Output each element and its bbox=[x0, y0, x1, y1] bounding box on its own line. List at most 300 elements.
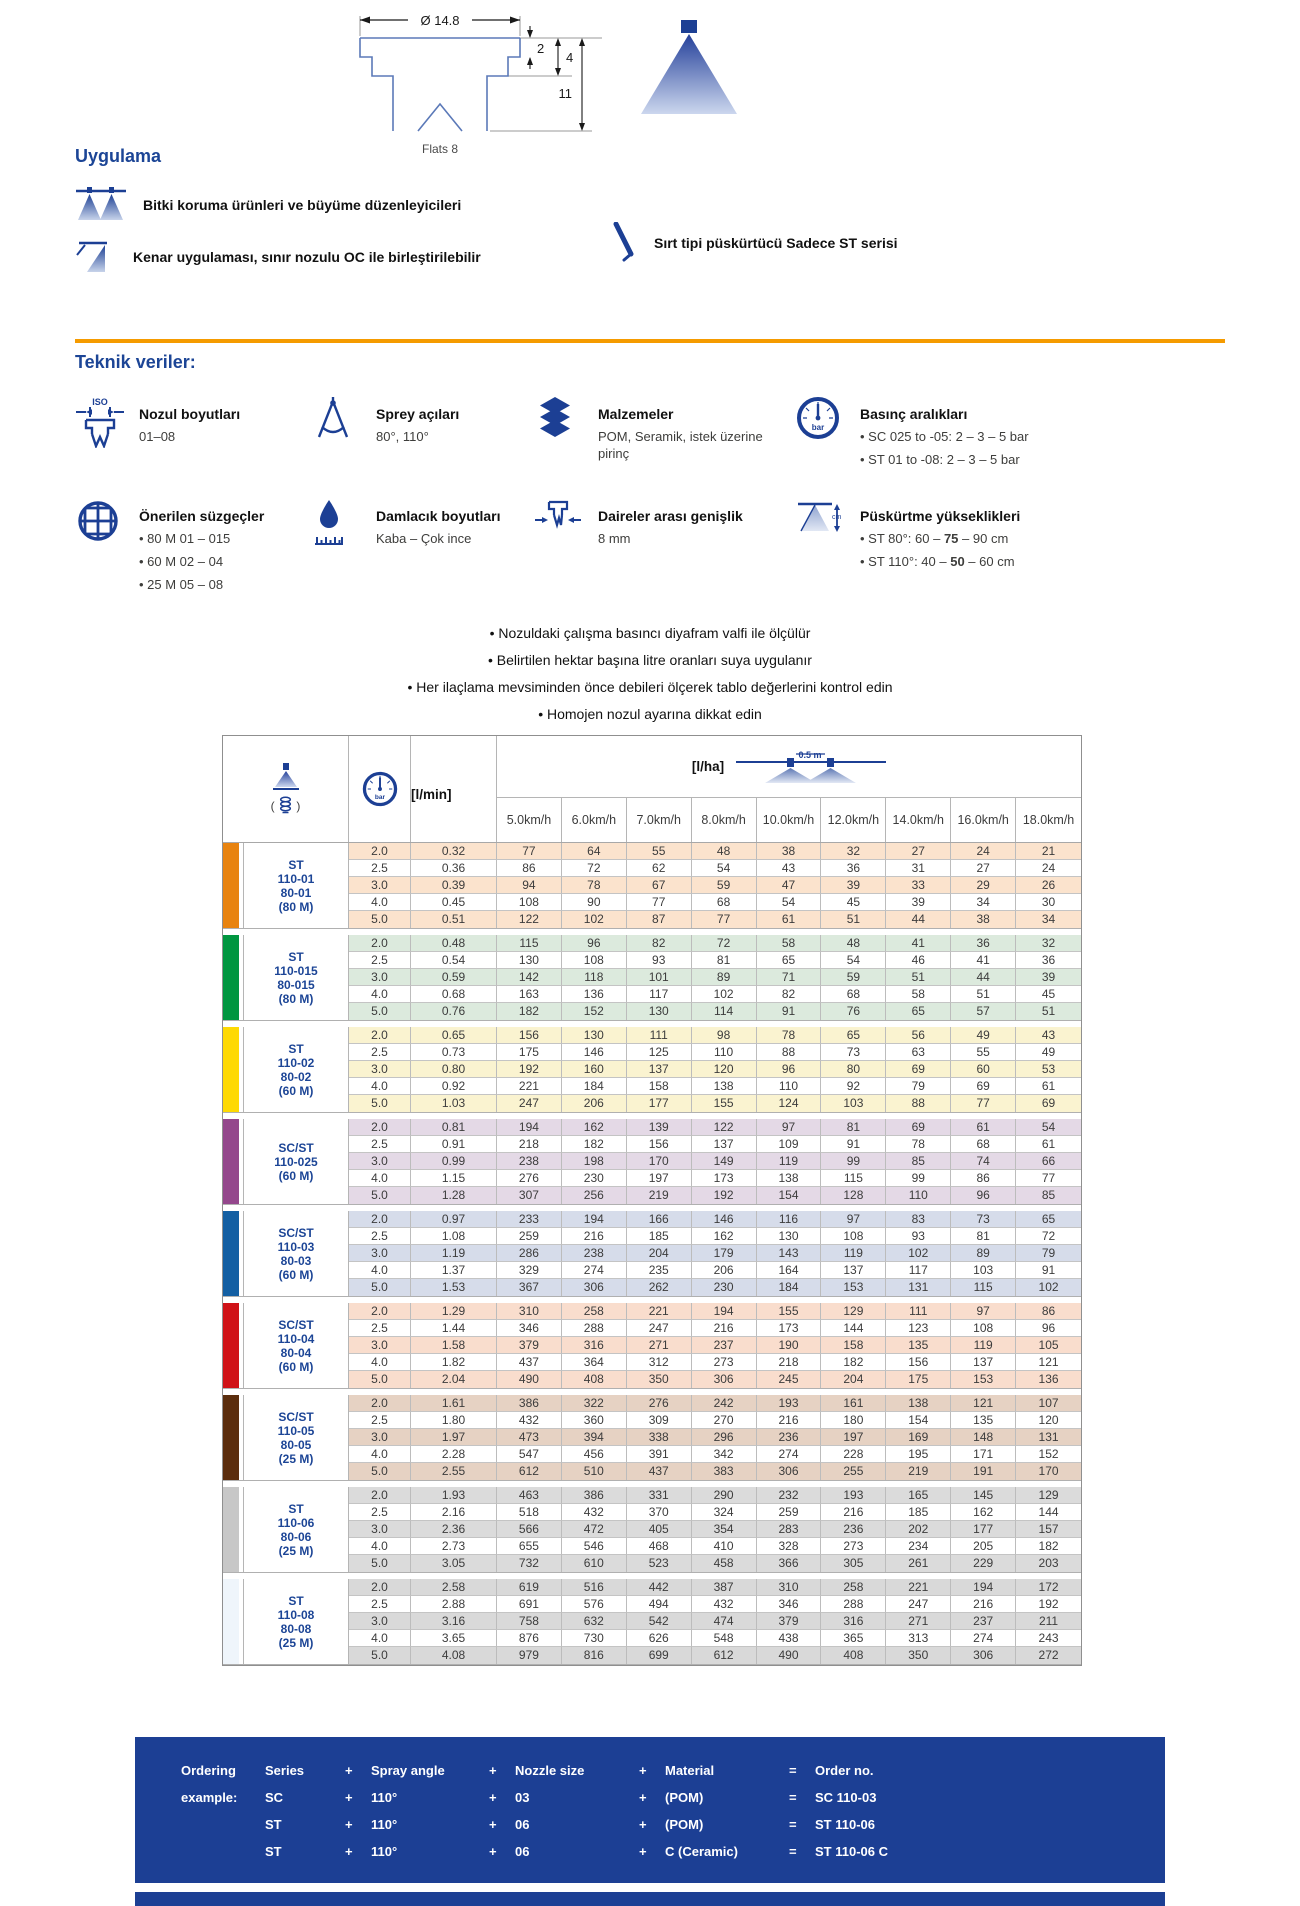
tech-cell-title: Malzemeler bbox=[598, 406, 674, 422]
lha-value-cell: 117 bbox=[627, 986, 692, 1003]
lha-value-cell: 68 bbox=[821, 986, 886, 1003]
lha-value-cell: 110 bbox=[757, 1078, 822, 1095]
nozzle-size-cell: 06 bbox=[515, 1844, 530, 1859]
tech-cell-title: Nozul boyutları bbox=[139, 406, 241, 422]
lha-value-cell: 154 bbox=[757, 1187, 822, 1204]
plus-sign: + bbox=[639, 1763, 647, 1778]
flow-lmin-cell: 0.76 bbox=[411, 1003, 497, 1020]
lha-value-cell: 130 bbox=[757, 1228, 822, 1245]
pressure-bar-cell: 4.0 bbox=[349, 1078, 411, 1095]
lha-value-cell: 54 bbox=[757, 894, 822, 911]
pressure-bar-cell: 5.0 bbox=[349, 1463, 411, 1480]
lha-value-cell: 24 bbox=[1016, 860, 1081, 877]
lha-value-cell: 548 bbox=[692, 1630, 757, 1647]
lha-value-cell: 44 bbox=[886, 911, 951, 928]
lha-value-cell: 346 bbox=[497, 1320, 562, 1337]
lha-value-cell: 306 bbox=[692, 1371, 757, 1388]
pressure-bar-cell: 3.0 bbox=[349, 1245, 411, 1262]
lha-value-cell: 130 bbox=[497, 952, 562, 969]
lha-value-cell: 236 bbox=[821, 1521, 886, 1538]
lha-value-cell: 38 bbox=[951, 911, 1016, 928]
lha-value-cell: 49 bbox=[1016, 1044, 1081, 1061]
lha-value-cell: 383 bbox=[692, 1463, 757, 1480]
pressure-bar-cell: 2.0 bbox=[349, 1211, 411, 1228]
lha-value-cell: 71 bbox=[757, 969, 822, 986]
pressure-bar-cell: 4.0 bbox=[349, 1446, 411, 1463]
application-item-label: Bitki koruma ürünleri ve büyüme düzenleyicileri bbox=[143, 197, 462, 213]
group-name: ST 110-08 80-08 (25 M) bbox=[243, 1579, 349, 1664]
lha-value-cell: 118 bbox=[562, 969, 627, 986]
series-cell: ST bbox=[265, 1844, 282, 1859]
flow-lmin-cell: 0.59 bbox=[411, 969, 497, 986]
lha-value-cell: 81 bbox=[692, 952, 757, 969]
lha-value-cell: 76 bbox=[821, 1003, 886, 1020]
tech-value-line: 01–08 bbox=[139, 429, 176, 444]
lha-value-cell: 238 bbox=[562, 1245, 627, 1262]
lha-value-cell: 211 bbox=[1016, 1613, 1081, 1630]
lha-value-cell: 142 bbox=[497, 969, 562, 986]
lha-value-cell: 102 bbox=[1016, 1279, 1081, 1296]
lha-value-cell: 137 bbox=[627, 1061, 692, 1078]
lha-value-cell: 54 bbox=[692, 860, 757, 877]
nozzle-size-cell: 06 bbox=[515, 1817, 530, 1832]
flow-lmin-cell: 0.65 bbox=[411, 1027, 497, 1044]
flow-lmin-cell: 0.51 bbox=[411, 911, 497, 928]
lha-value-cell: 93 bbox=[886, 1228, 951, 1245]
pressure-bar-cell: 4.0 bbox=[349, 1354, 411, 1371]
pressure-bar-cell: 3.0 bbox=[349, 1153, 411, 1170]
flow-lmin-cell: 1.97 bbox=[411, 1429, 497, 1446]
pressure-bar-cell: 2.5 bbox=[349, 1504, 411, 1521]
group-color-swatch bbox=[223, 1303, 239, 1388]
usage-note-line: • Her ilaçlama mevsiminden önce debileri ölçerek tablo değerlerini kontrol edin bbox=[407, 679, 893, 695]
lha-value-cell: 128 bbox=[821, 1187, 886, 1204]
lha-value-cell: 59 bbox=[692, 877, 757, 894]
speed-header: 5.0 km/h bbox=[497, 798, 562, 842]
pressure-bar-cell: 5.0 bbox=[349, 1279, 411, 1296]
lha-value-cell: 61 bbox=[951, 1119, 1016, 1136]
lha-value-cell: 233 bbox=[497, 1211, 562, 1228]
lha-value-cell: 72 bbox=[1016, 1228, 1081, 1245]
flow-lmin-cell: 0.73 bbox=[411, 1044, 497, 1061]
application-item bbox=[75, 186, 615, 224]
flow-lmin-cell: 2.16 bbox=[411, 1504, 497, 1521]
group-color-swatch bbox=[223, 935, 239, 1020]
lha-value-cell: 184 bbox=[757, 1279, 822, 1296]
lha-value-cell: 237 bbox=[951, 1613, 1016, 1630]
flow-lmin-cell: 1.08 bbox=[411, 1228, 497, 1245]
lha-value-cell: 271 bbox=[886, 1613, 951, 1630]
tech-cell-title: Damlacık boyutları bbox=[376, 508, 501, 524]
lha-value-cell: 758 bbox=[497, 1613, 562, 1630]
lha-value-cell: 379 bbox=[757, 1613, 822, 1630]
flow-lmin-cell: 2.28 bbox=[411, 1446, 497, 1463]
lha-value-cell: 576 bbox=[562, 1596, 627, 1613]
pressure-bar-cell: 5.0 bbox=[349, 1003, 411, 1020]
lha-value-cell: 309 bbox=[627, 1412, 692, 1429]
lha-value-cell: 316 bbox=[821, 1613, 886, 1630]
lha-value-cell: 153 bbox=[821, 1279, 886, 1296]
flow-lmin-cell: 0.99 bbox=[411, 1153, 497, 1170]
group-color-swatch bbox=[223, 1211, 239, 1296]
lha-value-cell: 68 bbox=[692, 894, 757, 911]
flow-lmin-cell: 4.08 bbox=[411, 1647, 497, 1664]
lha-value-cell: 437 bbox=[627, 1463, 692, 1480]
lha-value-cell: 43 bbox=[757, 860, 822, 877]
lha-value-cell: 91 bbox=[1016, 1262, 1081, 1279]
equals-sign: = bbox=[789, 1790, 797, 1805]
nozzle-group bbox=[223, 1119, 1081, 1205]
flow-lmin-cell: 0.91 bbox=[411, 1136, 497, 1153]
lha-value-cell: 366 bbox=[757, 1555, 822, 1572]
flow-lmin-cell: 0.80 bbox=[411, 1061, 497, 1078]
lha-value-cell: 473 bbox=[497, 1429, 562, 1446]
edge-spray-icon bbox=[75, 238, 117, 276]
usage-note-line: • Nozuldaki çalışma basıncı diyafram valfi ile ölçülür bbox=[489, 625, 811, 641]
lha-value-cell: 63 bbox=[886, 1044, 951, 1061]
lha-value-cell: 494 bbox=[627, 1596, 692, 1613]
lha-value-cell: 108 bbox=[497, 894, 562, 911]
lha-value-cell: 61 bbox=[757, 911, 822, 928]
technical-heading: Teknik veriler: bbox=[75, 352, 196, 372]
lha-value-cell: 626 bbox=[627, 1630, 692, 1647]
tech-value-line: 8 mm bbox=[598, 531, 631, 546]
lha-value-cell: 77 bbox=[692, 911, 757, 928]
lha-value-cell: 36 bbox=[951, 935, 1016, 952]
lha-value-cell: 34 bbox=[1016, 911, 1081, 928]
lha-value-cell: 54 bbox=[821, 952, 886, 969]
lha-value-cell: 48 bbox=[692, 843, 757, 860]
application-item-label: Sırt tipi püskürtücü Sadece ST serisi bbox=[654, 235, 898, 251]
svg-text:bar: bar bbox=[374, 793, 385, 801]
lha-value-cell: 172 bbox=[1016, 1579, 1081, 1596]
lha-value-cell: 39 bbox=[1016, 969, 1081, 986]
lha-value-cell: 612 bbox=[497, 1463, 562, 1480]
flow-lmin-cell: 3.05 bbox=[411, 1555, 497, 1572]
lha-value-cell: 80 bbox=[821, 1061, 886, 1078]
nozzle-column-header bbox=[223, 736, 349, 842]
lha-value-cell: 72 bbox=[562, 860, 627, 877]
pressure-bar-cell: 2.0 bbox=[349, 1487, 411, 1504]
tech-cell bbox=[534, 396, 796, 468]
lha-value-cell: 458 bbox=[692, 1555, 757, 1572]
tech-value-line: • ST 80°: 60 – 75 – 90 cm bbox=[860, 531, 1009, 546]
lha-value-cell: 123 bbox=[886, 1320, 951, 1337]
lha-value-cell: 182 bbox=[562, 1136, 627, 1153]
lha-value-cell: 261 bbox=[886, 1555, 951, 1572]
lha-value-cell: 221 bbox=[627, 1303, 692, 1320]
lha-value-cell: 39 bbox=[821, 877, 886, 894]
series-cell: ST bbox=[265, 1817, 282, 1832]
lha-value-cell: 173 bbox=[757, 1320, 822, 1337]
lha-value-cell: 274 bbox=[757, 1446, 822, 1463]
lha-value-cell: 105 bbox=[1016, 1337, 1081, 1354]
lha-value-cell: 408 bbox=[562, 1371, 627, 1388]
flow-lmin-cell: 2.58 bbox=[411, 1579, 497, 1596]
lha-value-cell: 73 bbox=[951, 1211, 1016, 1228]
plus-sign: + bbox=[639, 1790, 647, 1805]
pressure-bar-cell: 3.0 bbox=[349, 1429, 411, 1446]
lha-value-cell: 272 bbox=[1016, 1647, 1081, 1664]
lha-value-cell: 203 bbox=[1016, 1555, 1081, 1572]
lha-value-cell: 115 bbox=[497, 935, 562, 952]
lha-value-cell: 165 bbox=[886, 1487, 951, 1504]
lha-value-cell: 77 bbox=[1016, 1170, 1081, 1187]
lha-value-cell: 41 bbox=[951, 952, 1016, 969]
flow-lmin-cell: 2.55 bbox=[411, 1463, 497, 1480]
flow-lmin-cell: 0.81 bbox=[411, 1119, 497, 1136]
pressure-bar-cell: 2.0 bbox=[349, 1579, 411, 1596]
lha-value-cell: 85 bbox=[886, 1153, 951, 1170]
lha-value-cell: 979 bbox=[497, 1647, 562, 1664]
lha-value-cell: 156 bbox=[497, 1027, 562, 1044]
lha-value-cell: 185 bbox=[886, 1504, 951, 1521]
tech-cell-content bbox=[860, 396, 1029, 468]
lha-value-cell: 110 bbox=[692, 1044, 757, 1061]
lha-value-cell: 117 bbox=[886, 1262, 951, 1279]
lha-value-cell: 65 bbox=[886, 1003, 951, 1020]
lha-value-cell: 98 bbox=[692, 1027, 757, 1044]
lha-value-cell: 162 bbox=[951, 1504, 1016, 1521]
pressure-bar-cell: 5.0 bbox=[349, 1371, 411, 1388]
order-no-cell: Order no. bbox=[815, 1763, 874, 1778]
lha-value-cell: 82 bbox=[627, 935, 692, 952]
lha-value-cell: 135 bbox=[951, 1412, 1016, 1429]
flow-lmin-cell: 0.39 bbox=[411, 877, 497, 894]
spray-angle-cell: 110° bbox=[371, 1790, 398, 1805]
nozzle-group bbox=[223, 1579, 1081, 1665]
flow-lmin-cell: 1.19 bbox=[411, 1245, 497, 1262]
lha-value-cell: 437 bbox=[497, 1354, 562, 1371]
flow-lmin-cell: 0.54 bbox=[411, 952, 497, 969]
lha-value-cell: 161 bbox=[821, 1395, 886, 1412]
lha-value-cell: 60 bbox=[951, 1061, 1016, 1078]
pressure-bar-cell: 4.0 bbox=[349, 894, 411, 911]
material-cell: Material bbox=[665, 1763, 715, 1778]
lha-value-cell: 137 bbox=[692, 1136, 757, 1153]
lha-value-cell: 96 bbox=[757, 1061, 822, 1078]
tech-cell-content bbox=[139, 498, 264, 593]
lha-value-cell: 235 bbox=[627, 1262, 692, 1279]
pressure-bar-cell: 2.5 bbox=[349, 1412, 411, 1429]
lha-value-cell: 230 bbox=[562, 1170, 627, 1187]
lha-value-cell: 82 bbox=[757, 986, 822, 1003]
lha-value-cell: 158 bbox=[821, 1337, 886, 1354]
lha-value-cell: 87 bbox=[627, 911, 692, 928]
lha-value-cell: 156 bbox=[627, 1136, 692, 1153]
lha-value-cell: 219 bbox=[886, 1463, 951, 1480]
lha-value-cell: 149 bbox=[692, 1153, 757, 1170]
lha-value-cell: 64 bbox=[562, 843, 627, 860]
lha-value-cell: 111 bbox=[886, 1303, 951, 1320]
lha-value-cell: 542 bbox=[627, 1613, 692, 1630]
lha-value-cell: 490 bbox=[757, 1647, 822, 1664]
lha-value-cell: 32 bbox=[821, 843, 886, 860]
speed-header: 7.0 km/h bbox=[627, 798, 692, 842]
tech-cell-content bbox=[860, 498, 1020, 570]
lha-value-cell: 67 bbox=[627, 877, 692, 894]
lha-value-cell: 122 bbox=[497, 911, 562, 928]
lha-value-cell: 171 bbox=[951, 1446, 1016, 1463]
lha-value-cell: 135 bbox=[886, 1337, 951, 1354]
lha-value-cell: 350 bbox=[886, 1647, 951, 1664]
tech-cell-content bbox=[139, 396, 240, 445]
lha-value-cell: 198 bbox=[562, 1153, 627, 1170]
group-name: ST 110-06 80-06 (25 M) bbox=[243, 1487, 349, 1572]
lha-value-cell: 391 bbox=[627, 1446, 692, 1463]
lha-value-cell: 456 bbox=[562, 1446, 627, 1463]
lha-value-cell: 57 bbox=[951, 1003, 1016, 1020]
pressure-column-header bbox=[349, 736, 411, 842]
nozzle-dimension-drawing bbox=[330, 6, 630, 158]
lha-value-cell: 77 bbox=[951, 1095, 1016, 1112]
tech-cell-title: Püskürtme yükseklikleri bbox=[860, 508, 1021, 524]
lha-value-cell: 160 bbox=[562, 1061, 627, 1078]
flow-lmin-cell: 1.15 bbox=[411, 1170, 497, 1187]
lha-value-cell: 180 bbox=[821, 1412, 886, 1429]
tech-value-line: • ST 110°: 40 – 50 – 60 cm bbox=[860, 554, 1015, 569]
lha-value-cell: 144 bbox=[1016, 1504, 1081, 1521]
lha-value-cell: 96 bbox=[562, 935, 627, 952]
plus-sign: + bbox=[345, 1844, 353, 1859]
material-cell: (POM) bbox=[665, 1790, 704, 1805]
nozzle-group bbox=[223, 1303, 1081, 1389]
nozzle-group bbox=[223, 843, 1081, 929]
lha-value-cell: 655 bbox=[497, 1538, 562, 1555]
lha-value-cell: 170 bbox=[627, 1153, 692, 1170]
lha-value-cell: 405 bbox=[627, 1521, 692, 1538]
band-width-icon bbox=[534, 498, 586, 534]
lha-value-cell: 204 bbox=[627, 1245, 692, 1262]
tech-cell bbox=[796, 498, 1235, 593]
lha-value-cell: 732 bbox=[497, 1555, 562, 1572]
materials-icon bbox=[534, 396, 586, 438]
flow-lmin-cell: 2.04 bbox=[411, 1371, 497, 1388]
lha-value-cell: 193 bbox=[821, 1487, 886, 1504]
lha-value-cell: 288 bbox=[821, 1596, 886, 1613]
lha-value-cell: 306 bbox=[562, 1279, 627, 1296]
lha-value-cell: 69 bbox=[951, 1078, 1016, 1095]
lha-value-cell: 61 bbox=[1016, 1078, 1081, 1095]
lha-value-cell: 129 bbox=[1016, 1487, 1081, 1504]
lha-value-cell: 85 bbox=[1016, 1187, 1081, 1204]
flow-lmin-cell: 0.36 bbox=[411, 860, 497, 877]
pressure-bar-cell: 4.0 bbox=[349, 1262, 411, 1279]
usage-notes bbox=[0, 620, 1300, 728]
lha-value-cell: 45 bbox=[1016, 986, 1081, 1003]
group-name: SC/ST 110-03 80-03 (60 M) bbox=[243, 1211, 349, 1296]
lha-value-cell: 182 bbox=[821, 1354, 886, 1371]
flow-lmin-cell: 2.36 bbox=[411, 1521, 497, 1538]
pressure-bar-cell: 3.0 bbox=[349, 1613, 411, 1630]
lha-value-cell: 139 bbox=[627, 1119, 692, 1136]
lha-value-cell: 228 bbox=[821, 1446, 886, 1463]
plus-sign: + bbox=[489, 1817, 497, 1832]
lha-header: [l/ha] bbox=[691, 759, 725, 774]
lha-value-cell: 274 bbox=[562, 1262, 627, 1279]
lha-value-cell: 387 bbox=[692, 1579, 757, 1596]
nozzle-size-cell: Nozzle size bbox=[515, 1763, 585, 1778]
lha-value-cell: 81 bbox=[951, 1228, 1016, 1245]
lha-value-cell: 53 bbox=[1016, 1061, 1081, 1078]
lha-value-cell: 156 bbox=[886, 1354, 951, 1371]
plus-sign: + bbox=[639, 1817, 647, 1832]
lha-value-cell: 255 bbox=[821, 1463, 886, 1480]
lha-value-cell: 262 bbox=[627, 1279, 692, 1296]
lha-value-cell: 72 bbox=[692, 935, 757, 952]
speed-header: 10.0 km/h bbox=[757, 798, 822, 842]
lha-value-cell: 96 bbox=[951, 1187, 1016, 1204]
tech-cell-title: Daireler arası genişlik bbox=[598, 508, 743, 524]
group-color-swatch bbox=[223, 1119, 239, 1204]
lha-value-cell: 62 bbox=[627, 860, 692, 877]
lha-value-cell: 179 bbox=[692, 1245, 757, 1262]
lha-value-cell: 79 bbox=[886, 1078, 951, 1095]
lha-value-cell: 51 bbox=[1016, 1003, 1081, 1020]
lha-value-cell: 238 bbox=[497, 1153, 562, 1170]
lha-value-cell: 816 bbox=[562, 1647, 627, 1664]
diameter-label: Ø 14.8 bbox=[420, 13, 460, 28]
total-height-label: 11 bbox=[558, 86, 572, 101]
lha-value-cell: 307 bbox=[497, 1187, 562, 1204]
lha-value-cell: 194 bbox=[692, 1303, 757, 1320]
pressure-bar-cell: 2.5 bbox=[349, 1044, 411, 1061]
lha-value-cell: 45 bbox=[821, 894, 886, 911]
group-name: SC/ST 110-05 80-05 (25 M) bbox=[243, 1395, 349, 1480]
lha-value-cell: 79 bbox=[1016, 1245, 1081, 1262]
lha-value-cell: 169 bbox=[886, 1429, 951, 1446]
spacing-label: 0.5 m bbox=[798, 749, 822, 760]
application-item-label: Kenar uygulaması, sınır nozulu OC ile birleştirilebilir bbox=[133, 249, 481, 265]
lha-value-cell: 283 bbox=[757, 1521, 822, 1538]
lha-value-cell: 691 bbox=[497, 1596, 562, 1613]
svg-text:ISO: ISO bbox=[92, 397, 108, 407]
pressure-bar-cell: 5.0 bbox=[349, 1555, 411, 1572]
lha-value-cell: 108 bbox=[821, 1228, 886, 1245]
usage-note-line: • Belirtilen hektar başına litre oranları suya uygulanır bbox=[488, 652, 812, 668]
lha-value-cell: 101 bbox=[627, 969, 692, 986]
lha-value-cell: 329 bbox=[497, 1262, 562, 1279]
lha-value-cell: 130 bbox=[627, 1003, 692, 1020]
lha-value-cell: 432 bbox=[692, 1596, 757, 1613]
pressure-bar-cell: 2.0 bbox=[349, 1027, 411, 1044]
lha-value-cell: 350 bbox=[627, 1371, 692, 1388]
lha-value-cell: 258 bbox=[562, 1303, 627, 1320]
lha-value-cell: 120 bbox=[1016, 1412, 1081, 1429]
lha-value-cell: 108 bbox=[562, 952, 627, 969]
lha-value-cell: 124 bbox=[757, 1095, 822, 1112]
lha-value-cell: 146 bbox=[692, 1211, 757, 1228]
lha-value-cell: 258 bbox=[821, 1579, 886, 1596]
lha-value-cell: 632 bbox=[562, 1613, 627, 1630]
nozzle-group bbox=[223, 1027, 1081, 1113]
pressure-bar-cell: 4.0 bbox=[349, 1630, 411, 1647]
lha-value-cell: 245 bbox=[757, 1371, 822, 1388]
lha-value-cell: 331 bbox=[627, 1487, 692, 1504]
lha-value-cell: 39 bbox=[886, 894, 951, 911]
lha-value-cell: 184 bbox=[562, 1078, 627, 1095]
flow-lmin-cell: 0.32 bbox=[411, 843, 497, 860]
plus-sign: + bbox=[489, 1763, 497, 1778]
lha-value-cell: 55 bbox=[951, 1044, 1016, 1061]
lha-value-cell: 247 bbox=[497, 1095, 562, 1112]
lha-value-cell: 157 bbox=[1016, 1521, 1081, 1538]
lha-value-cell: 346 bbox=[757, 1596, 822, 1613]
lha-value-cell: 55 bbox=[627, 843, 692, 860]
tech-cell bbox=[312, 396, 534, 468]
group-name: ST 110-01 80-01 (80 M) bbox=[243, 843, 349, 928]
lha-value-cell: 51 bbox=[886, 969, 951, 986]
